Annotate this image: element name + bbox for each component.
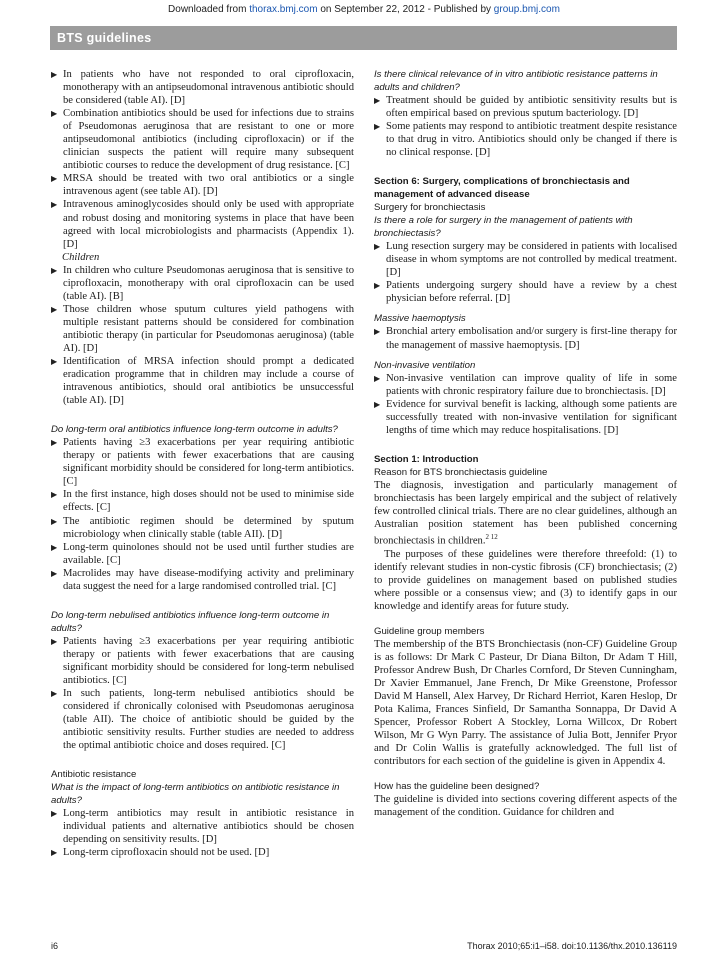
haemoptysis-title: Massive haemoptysis bbox=[374, 313, 466, 325]
section1-title: Section 1: Introduction bbox=[374, 453, 479, 465]
bullet-arrow-icon: ▶ bbox=[51, 688, 58, 698]
bullet-item: ▶ Combination antibiotics should be used for infections due to strains of Pseudomonas aeruginosa that are resistant to one or more antipseudomonal antibiotics (including ciprofloxacin) or if the clinician suspects the patient will require many subsequent antibiotic courses to reduce the development of drug resistance. [C] bbox=[51, 108, 354, 172]
niv-title: Non-invasive ventilation bbox=[374, 359, 476, 371]
bullet-arrow-icon: ▶ bbox=[51, 438, 58, 448]
design-title: How has the guideline been designed? bbox=[374, 781, 540, 793]
bullet-arrow-icon: ▶ bbox=[51, 304, 58, 314]
reason-paragraph-2: The purposes of these guidelines were therefore threefold: (1) to identify relevant studies in non-cystic fibrosis (CF) bronchiectasis; (2) to provide guidelines on management based on published studies where possible or a consensus view; and (3) to identify gaps in our knowledge and identify areas for future study. bbox=[374, 548, 677, 612]
bullet-arrow-icon: ▶ bbox=[51, 490, 58, 500]
bullet-arrow-icon: ▶ bbox=[374, 281, 381, 291]
section6-title: Section 6: Surgery, complications of bronchiectasis and management of advanced disease bbox=[374, 176, 630, 201]
bullet-item: ▶ Identification of MRSA infection should prompt a dedicated eradication programme that in children may include a course of intravenous antibiotics, should oral antibiotics be unsuccessful (table AI). [D] bbox=[51, 356, 354, 407]
right-column bbox=[374, 68, 677, 819]
invitro-question: Is there clinical relevance of in vitro antibiotic resistance patterns in adults and children? bbox=[374, 69, 658, 93]
bullet-arrow-icon: ▶ bbox=[51, 200, 58, 210]
page-number: i6 bbox=[51, 941, 59, 951]
bullet-arrow-icon: ▶ bbox=[51, 109, 58, 119]
antibiotic-resistance-title: Antibiotic resistance bbox=[51, 769, 137, 781]
bullet-arrow-icon: ▶ bbox=[51, 568, 58, 578]
bullet-arrow-icon: ▶ bbox=[51, 848, 58, 858]
download-banner: Downloaded from thorax.bmj.com on September 22, 2012 - Published by group.bmj.com bbox=[168, 4, 560, 15]
reason-title: Reason for BTS bronchiectasis guideline bbox=[374, 466, 548, 478]
surgery-question: Is there a role for surgery in the management of patients with bronchiectasis? bbox=[374, 215, 633, 240]
bullet-item: ▶ In such patients, long-term nebulised antibiotics should be considered if chronically colonised with Pseudomonas aeruginosa (table AII). The choice of antibiotic should be guided by the antibiotic sensitivity results. Further studies are needed to address the optimal antibiotic choice and doses required. [C] bbox=[51, 687, 354, 752]
children-subheading: Children bbox=[62, 251, 100, 263]
reason-paragraph-1: The diagnosis, investigation and particularly management of bronchiectasis has been largely empirical and the subject of relatively few controlled clinical trials. There are no clear guidelines, although an Australian position statement has been published concerning bronchiectasis in children.$^{2 12}$ bbox=[374, 479, 677, 547]
bullet-arrow-icon: ▶ bbox=[51, 516, 58, 526]
bullet-arrow-icon: ▶ bbox=[51, 636, 58, 646]
bullet-item: ▶ Patients having ≥3 exacerbations per year requiring antibiotic therapy or patients with fewer exacerbations that are causing significant morbidity should be considered for long-term nebulised antibiotics. [C] bbox=[51, 635, 354, 686]
bullet-item: ▶ Macrolides may have disease-modifying activity and preliminary data suggest the need for a large randomised controlled trial. [C] bbox=[51, 567, 354, 592]
left-column bbox=[51, 68, 354, 859]
bullet-item: ▶ The antibiotic regimen should be determined by sputum microbiology when clinically stable (table AII). [D] bbox=[51, 515, 354, 540]
surgery-title: Surgery for bronchiectasis bbox=[374, 202, 486, 214]
bullet-arrow-icon: ▶ bbox=[374, 122, 381, 132]
resistance-question: What is the impact of long-term antibiotics on antibiotic resistance in adults? bbox=[51, 782, 340, 807]
bullet-item: ▶ Lung resection surgery may be considered in patients with localised disease in whom symptoms are not controlled by medical treatment. [D] bbox=[374, 241, 677, 279]
bullet-item: ▶ Long-term ciprofloxacin should not be used. [D] bbox=[51, 847, 270, 859]
members-title: Guideline group members bbox=[374, 625, 485, 637]
bullet-arrow-icon: ▶ bbox=[51, 265, 58, 275]
bullet-arrow-icon: ▶ bbox=[51, 809, 58, 819]
bullet-item: ▶ Non-invasive ventilation can improve quality of life in some patients with chronic respiratory failure due to bronchiectasis. [D] bbox=[374, 372, 677, 397]
bullet-arrow-icon: ▶ bbox=[374, 399, 381, 409]
bullet-arrow-icon: ▶ bbox=[374, 327, 381, 337]
bullet-item: ▶ In patients who have not responded to oral ciprofloxacin, monotherapy with an antipseudomonal intravenous antibiotic should be considered (table AI). [D] bbox=[51, 69, 354, 107]
bullet-arrow-icon: ▶ bbox=[51, 70, 58, 79]
bullet-item: ▶ Patients undergoing surgery should have a review by a chest physician before referral. [D] bbox=[374, 280, 677, 305]
bullet-item: ▶ MRSA should be treated with two oral antibiotics or a single intravenous agent (see table AI). [D] bbox=[51, 173, 354, 198]
bullet-item: ▶ Long-term quinolones should not be used until further studies are available. [C] bbox=[51, 541, 354, 566]
bullet-arrow-icon: ▶ bbox=[51, 357, 58, 367]
nebulised-antibiotics-question: Do long-term nebulised antibiotics influence long-term outcome in adults? bbox=[51, 609, 330, 634]
publisher-link[interactable]: group.bmj.com bbox=[493, 4, 560, 15]
section-header-bar: BTS guidelines bbox=[50, 26, 677, 50]
design-paragraph: The guideline is divided into sections covering different aspects of the management of the condition. Guidance for children and bbox=[374, 794, 677, 819]
bullet-item: ▶ In children who culture Pseudomonas aeruginosa that is sensitive to ciprofloxacin, monotherapy with oral ciprofloxacin can be used (table AI). [B] bbox=[51, 264, 354, 302]
bullet-arrow-icon: ▶ bbox=[374, 373, 381, 383]
source-link[interactable]: thorax.bmj.com bbox=[249, 4, 318, 15]
bullet-arrow-icon: ▶ bbox=[51, 174, 58, 184]
bullet-item: ▶ Long-term antibiotics may result in antibiotic resistance in individual patients and alternative antibiotics should be chosen depending on sensitivity results. [D] bbox=[51, 808, 354, 846]
bullet-item: ▶ Evidence for survival benefit is lacking, although some patients are successfully treated with non-invasive ventilation for significant lengths of time which may reduce hospitalisations. [D] bbox=[374, 398, 677, 436]
members-paragraph: The membership of the BTS Bronchiectasis (non-CF) Guideline Group is as follows: Dr Mark C Pasteur, Dr Diana Bilton, Dr Adam T Hill, Professor Andrew Bush, Dr Charles Cornford, Dr Steven Cunningham, Dr Xavier Emmanuel, Jane French, Dr Mike Greenstone, Professor David M Hansell, Alex Harvey, Dr Richard Herriot, Karen Heslop, Dr Pota Kalima, Frances Sinfield, Dr Samantha Sonnappa, Dr David A Spencer, Professor Robert A Stockley, Lorna Willcox, Dr Robert Wilson, Mr G Wyn Parry. The assistance of Julia Bott, Jennifer Pryor and Dr Colin Wallis is gratefully acknowledged. The full list of contributors for each section of the guideline is given in Appendix 4. bbox=[374, 638, 677, 768]
citation: Thorax 2010;65:i1–i58. doi:10.1136/thx.2010.136119 bbox=[467, 941, 677, 951]
bullet-item: ▶ Patients having ≥3 exacerbations per year requiring antibiotic therapy or patients with fewer exacerbations that are causing significant morbidity should be considered for long-term antibiotics. [C] bbox=[51, 437, 354, 488]
bullet-arrow-icon: ▶ bbox=[374, 242, 381, 252]
bullet-item: ▶ Treatment should be guided by antibiotic sensitivity results but is often empirical based on previous sputum bacteriology. [D] bbox=[374, 95, 677, 120]
bullet-item: ▶ Intravenous aminoglycosides should only be used with appropriate and robust dosing and monitoring systems in place that have been agreed with local microbiologists and pharmacists (Appendix 1). [D] bbox=[51, 199, 354, 250]
bullet-arrow-icon: ▶ bbox=[374, 96, 381, 105]
bullet-item: ▶ In the first instance, high doses should not be used to minimise side effects. [C] bbox=[51, 489, 354, 514]
reference-superscript: 2 12 bbox=[485, 532, 498, 541]
bullet-arrow-icon: ▶ bbox=[51, 542, 58, 552]
bullet-item: ▶ Bronchial artery embolisation and/or surgery is first-line therapy for the management of massive haemoptysis. [D] bbox=[374, 326, 677, 351]
bullet-item: ▶ Those children whose sputum cultures yield pathogens with multiple resistant patterns should be considered for combination antibiotic therapy (in particular for Pseudomonas aeruginosa) (table AI). [D] bbox=[51, 303, 354, 354]
bullet-item: ▶ Some patients may respond to antibiotic treatment despite resistance to that drug in vitro. Antibiotics should only be changed if there is no clinical response. [D] bbox=[374, 121, 677, 159]
oral-antibiotics-question: Do long-term oral antibiotics influence long-term outcome in adults? bbox=[51, 424, 338, 436]
